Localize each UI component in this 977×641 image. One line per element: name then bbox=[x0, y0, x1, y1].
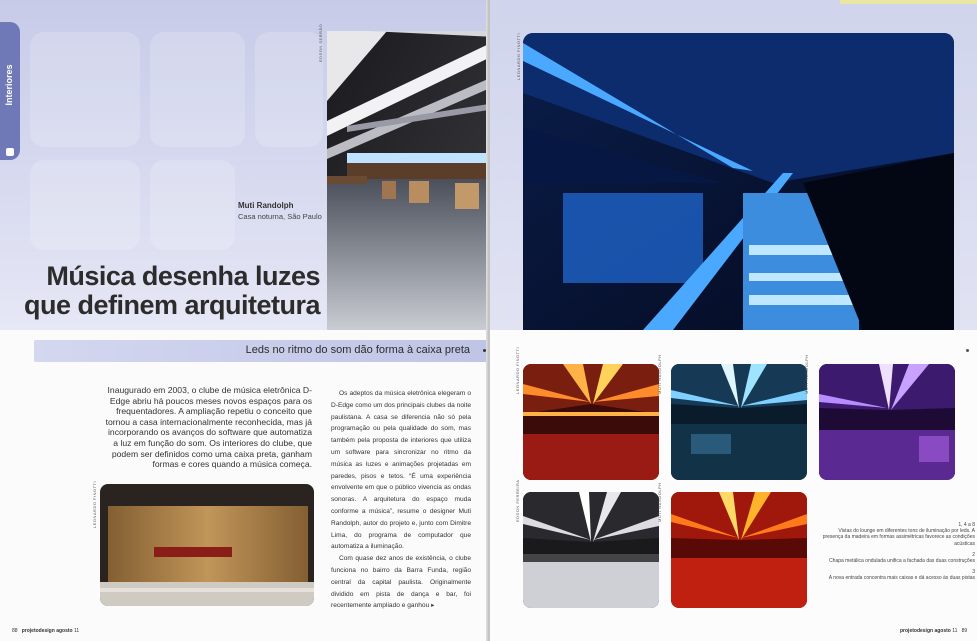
band-block bbox=[150, 160, 235, 250]
band-block bbox=[30, 32, 140, 147]
thumb-white-entrance bbox=[523, 492, 659, 608]
intro-text: Inaugurado em 2003, o clube de música eletrônica D-Edge abriu há poucos meses novos espaços para os frequentadores. A ampliação repetiu o conceito que tornou a casa internacionalmente reconhecida, mas já incorporando os avanços do software que automatiza a luz em função do som. Os interiores do clube, que podem ser definidos como uma caixa preta, ganham formas e cores quando a música começa. bbox=[105, 385, 312, 470]
subtitle-bar bbox=[34, 340, 494, 362]
top-stripe bbox=[840, 0, 977, 4]
photo-credit: MUTI RANDOLPH bbox=[657, 354, 662, 394]
folio-left bbox=[12, 628, 79, 634]
bullet-icon bbox=[966, 349, 969, 352]
body-column bbox=[331, 388, 471, 612]
caption-number: 3 bbox=[972, 569, 975, 576]
thumb-purple-lounge bbox=[819, 364, 955, 480]
photo-credit: EDSON SERRÃO bbox=[318, 23, 323, 62]
caption-3 bbox=[820, 569, 975, 581]
caption-number: 1, 4 a 8 bbox=[958, 522, 975, 528]
band-block bbox=[30, 160, 140, 250]
magazine-name: projetodesign bbox=[900, 628, 934, 634]
photo-credit: MUTI RANDOLPH bbox=[657, 482, 662, 522]
caption-2 bbox=[820, 552, 975, 564]
page-number: 89 bbox=[961, 628, 968, 634]
issue-number: 11 bbox=[952, 628, 958, 634]
page-number: 88 bbox=[12, 628, 18, 634]
club-photo-main bbox=[327, 31, 488, 330]
magazine-name: projetodesign bbox=[21, 628, 55, 634]
issue-month: agosto bbox=[934, 628, 951, 634]
author-name: Muti Randolph bbox=[238, 201, 294, 210]
project-place: Casa noturna, São Paulo bbox=[238, 212, 322, 221]
headline bbox=[18, 262, 320, 320]
left-page bbox=[0, 0, 488, 641]
right-page bbox=[490, 0, 977, 641]
section-tab bbox=[0, 22, 20, 160]
club-photo-bottom bbox=[100, 484, 314, 606]
body-paragraph: Os adeptos da música eletrônica elegeram o D-Edge como um dos principais clubes da noite paulistana. A casa se diferencia não só pela programação ou pela qualidade do som, mas também pela proposta de interiores que utiliza um software para sincronizar no ritmo da música as luzes e animações projetadas em paredes, pisos e tetos. “É uma experiência envolvente em que o público vivencia as ondas sonoras. A arquitetura do espaço muda conforme a música”, resume o designer Muti Randolph, autor do projeto e, junto com Dimitre Lima, do programa de computador que automatiza a iluminação. bbox=[331, 390, 471, 551]
photo-credit: MUTI RANDOLPH bbox=[804, 354, 809, 394]
subtitle: Leds no ritmo do som dão forma à caixa preta bbox=[245, 344, 470, 356]
issue-month: agosto bbox=[56, 628, 73, 634]
photo-credit: LEONARDO FINOTTI bbox=[516, 32, 521, 80]
caption-text: A nova entrada concentra mais caixas e dá acesso às duas pistas bbox=[828, 575, 975, 582]
body-paragraph: Com quase dez anos de existência, o clube funciona no bairro da Barra Funda, região central da capital paulista. Originalmente dividido em pista de dança e bar, foi recentemente ampliado e ganhou ▸ bbox=[331, 555, 471, 610]
headline-line: Música desenha luzes bbox=[46, 261, 320, 291]
folio-right bbox=[900, 628, 967, 634]
thumb-orange-lounge bbox=[671, 492, 807, 608]
headline-line: que definem arquitetura bbox=[23, 290, 320, 320]
club-photo-blue bbox=[523, 33, 954, 330]
photo-captions bbox=[820, 522, 975, 587]
band-block bbox=[255, 32, 323, 147]
caption-number: 2 bbox=[972, 551, 975, 558]
photo-credit: LEONARDO FINOTTI bbox=[92, 480, 97, 528]
section-label: Interiores bbox=[4, 64, 14, 106]
thumb-blue-lounge bbox=[671, 364, 807, 480]
band-block bbox=[150, 32, 245, 147]
photo-credit: EDSON FERREIRA bbox=[515, 479, 520, 522]
caption-text: Vistas do lounge em diferentes tons de iluminação por leds. A presença da madeira em formas assimétricas favorece as condições acústicas bbox=[822, 528, 975, 547]
photo-credit: LEONARDO FINOTTI bbox=[515, 346, 520, 394]
thumb-red-lounge bbox=[523, 364, 659, 480]
square-icon bbox=[6, 148, 14, 156]
caption-text: Chapa metálica ondulada unifica a fachada das duas construções bbox=[829, 558, 975, 565]
issue-number: 11 bbox=[73, 628, 80, 634]
caption-1 bbox=[820, 522, 975, 547]
